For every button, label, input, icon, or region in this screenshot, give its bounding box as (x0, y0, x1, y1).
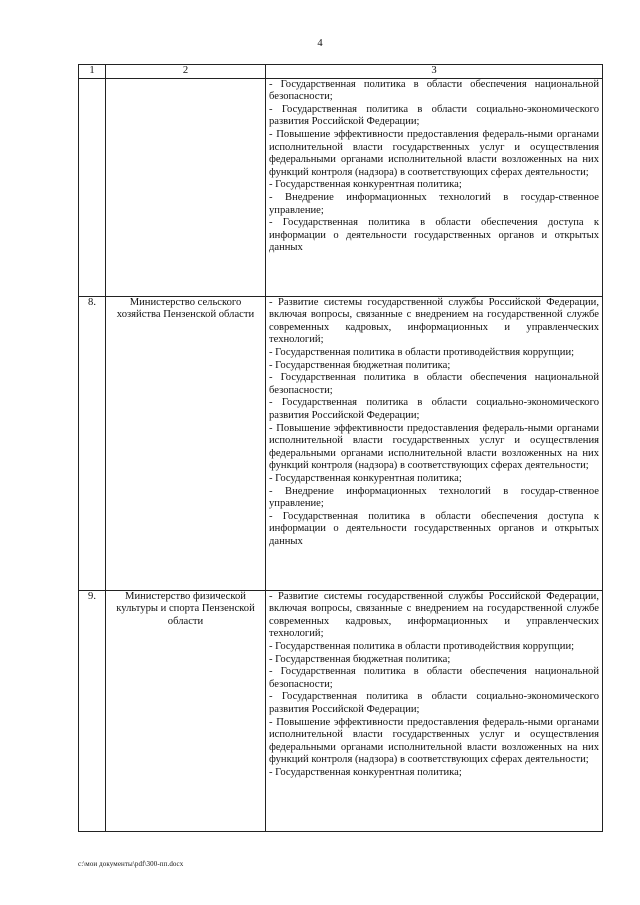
table-header-row (79, 65, 603, 79)
duty-item: - Повышение эффективности предоставления федераль-ными органами исполнительной власти государственных услуг и осуществления федеральными органами исполнительной власти возложенных на них функций контроля (надзора) в соответствующих сферах деятельности; (269, 128, 599, 178)
column-header-2: 2 (106, 65, 266, 79)
table-row (79, 78, 603, 296)
row-number (79, 78, 106, 296)
duty-item: - Развитие системы государственной службы Российской Федерации, включая вопросы, связанные с внедрением на государственной службе современных кадровых, информационных и управленческих технологий; (269, 296, 599, 346)
column-header-3: 3 (266, 65, 603, 79)
row-number: 8. (79, 296, 106, 590)
duty-item: - Государственная политика в области обеспечения национальной безопасности; (269, 666, 599, 690)
duties-cell (266, 590, 603, 831)
duty-item: - Государственная конкурентная политика; (269, 179, 462, 191)
duty-item: - Государственная политика в области обеспечения национальной безопасности; (269, 78, 599, 103)
duty-item: - Государственная политика в области социально-экономического развития Российской Федерации; (269, 103, 599, 128)
table-row (79, 590, 603, 831)
duty-item: - Государственная политика в области социально-экономического развития Российской Федерации; (269, 397, 599, 421)
ministry-name: Министерство физической культуры и спорта Пензенской области (106, 590, 266, 831)
duty-item: - Государственная конкурентная политика; (269, 472, 462, 484)
duty-item: - Государственная конкурентная политика; (269, 766, 462, 778)
duties-cell (266, 296, 603, 590)
duty-item: - Государственная бюджетная политика; (269, 359, 451, 371)
table-row (79, 296, 603, 590)
ministry-name: Министерство сельского хозяйства Пензенской области (106, 296, 266, 590)
duty-item: - Внедрение информационных технологий в государ-ственное управление; (269, 191, 599, 216)
page-number: 4 (317, 38, 323, 49)
duty-item: - Государственная бюджетная политика; (269, 653, 451, 665)
row-number: 9. (79, 590, 106, 831)
table-body (79, 78, 603, 831)
duty-item: - Государственная политика в области противодействия коррупции; (269, 346, 575, 358)
duties-cell (266, 78, 603, 296)
ministry-name (106, 78, 266, 296)
duty-item: - Государственная политика в области обеспечения доступа к информации о деятельности государственных органов и открытых данных (269, 217, 599, 254)
duty-item: - Государственная политика в области противодействия коррупции; (269, 640, 575, 652)
column-header-1: 1 (79, 65, 106, 79)
ministries-table (78, 64, 603, 832)
duty-item: - Государственная политика в области социально-экономического развития Российской Федерации; (269, 691, 599, 715)
duty-item: - Государственная политика в области обеспечения национальной безопасности; (269, 372, 599, 396)
duty-item: - Внедрение информационных технологий в государ-ственное управление; (269, 485, 599, 510)
file-path-footer: c:\мои документы\pdf\300-пп.docx (78, 860, 184, 868)
duty-item: - Государственная политика в области обеспечения доступа к информации о деятельности государственных органов и открытых данных (269, 510, 599, 547)
duty-item: - Повышение эффективности предоставления федераль-ными органами исполнительной власти государственных услуг и осуществления федеральными органами исполнительной власти возложенных на них функций контроля (надзора) в соответствующих сферах деятельности; (269, 716, 599, 766)
duty-item: - Повышение эффективности предоставления федераль-ными органами исполнительной власти государственных услуг и осуществления федеральными органами исполнительной власти возложенных на них функций контроля (надзора) в соответствующих сферах деятельности; (269, 422, 599, 472)
duty-item: - Развитие системы государственной службы Российской Федерации, включая вопросы, связанные с внедрением на государственной службе современных кадровых, информационных и управленческих технологий; (269, 590, 599, 640)
